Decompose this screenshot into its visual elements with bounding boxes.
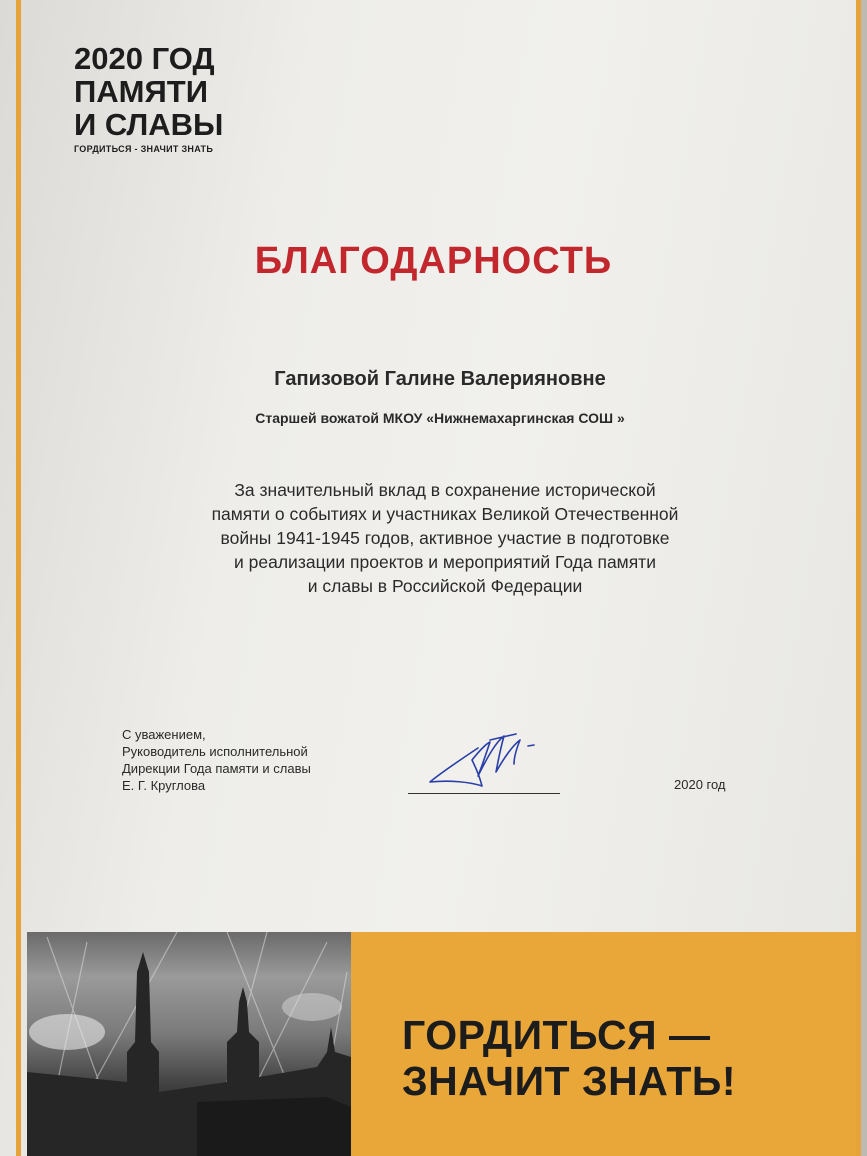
slogan-line-2: ЗНАЧИТ ЗНАТЬ!	[402, 1058, 737, 1104]
gratitude-line: войны 1941-1945 годов, активное участие в подготовке	[220, 528, 670, 548]
handwritten-signature	[420, 720, 560, 810]
left-border-stripe	[16, 0, 21, 1156]
document-year: 2020 год	[674, 777, 726, 792]
signatory-title-2: Дирекции Года памяти и славы	[122, 761, 311, 776]
gratitude-text	[150, 478, 740, 598]
page-edge	[861, 0, 867, 1156]
slogan-line-1: ГОРДИТЬСЯ —	[402, 1012, 711, 1058]
logo-line-3: И СЛАВЫ	[74, 107, 224, 142]
year-of-memory-logo	[74, 42, 223, 155]
logo-tagline: ГОРДИТЬСЯ - ЗНАЧИТ ЗНАТЬ	[74, 144, 214, 154]
recipient-position: Старшей вожатой МКОУ «Нижнемахаргинская СОШ »	[255, 410, 625, 426]
closing-phrase: С уважением,	[122, 727, 206, 742]
document-title: БЛАГОДАРНОСТЬ	[254, 240, 613, 282]
signature-line	[408, 793, 560, 794]
kremlin-silhouette-illustration	[27, 932, 351, 1156]
gratitude-line: памяти о событиях и участниках Великой Отечественной	[211, 504, 679, 524]
logo-line-1: 2020 ГОД	[74, 41, 215, 76]
signatory-title-1: Руководитель исполнительной	[122, 744, 308, 759]
signatory-name: Е. Г. Круглова	[122, 778, 206, 793]
logo-line-2: ПАМЯТИ	[74, 74, 208, 109]
gratitude-line: За значительный вклад в сохранение исторической	[234, 480, 656, 500]
signatory-block	[122, 726, 311, 794]
kremlin-fireworks-photo	[27, 932, 351, 1156]
gratitude-line: и славы в Российской Федерации	[307, 576, 583, 596]
gratitude-line: и реализации проектов и мероприятий Года памяти	[234, 552, 656, 572]
recipient-name: Гапизовой Галине Валерияновне	[274, 368, 606, 390]
banner-slogan	[402, 1012, 736, 1104]
